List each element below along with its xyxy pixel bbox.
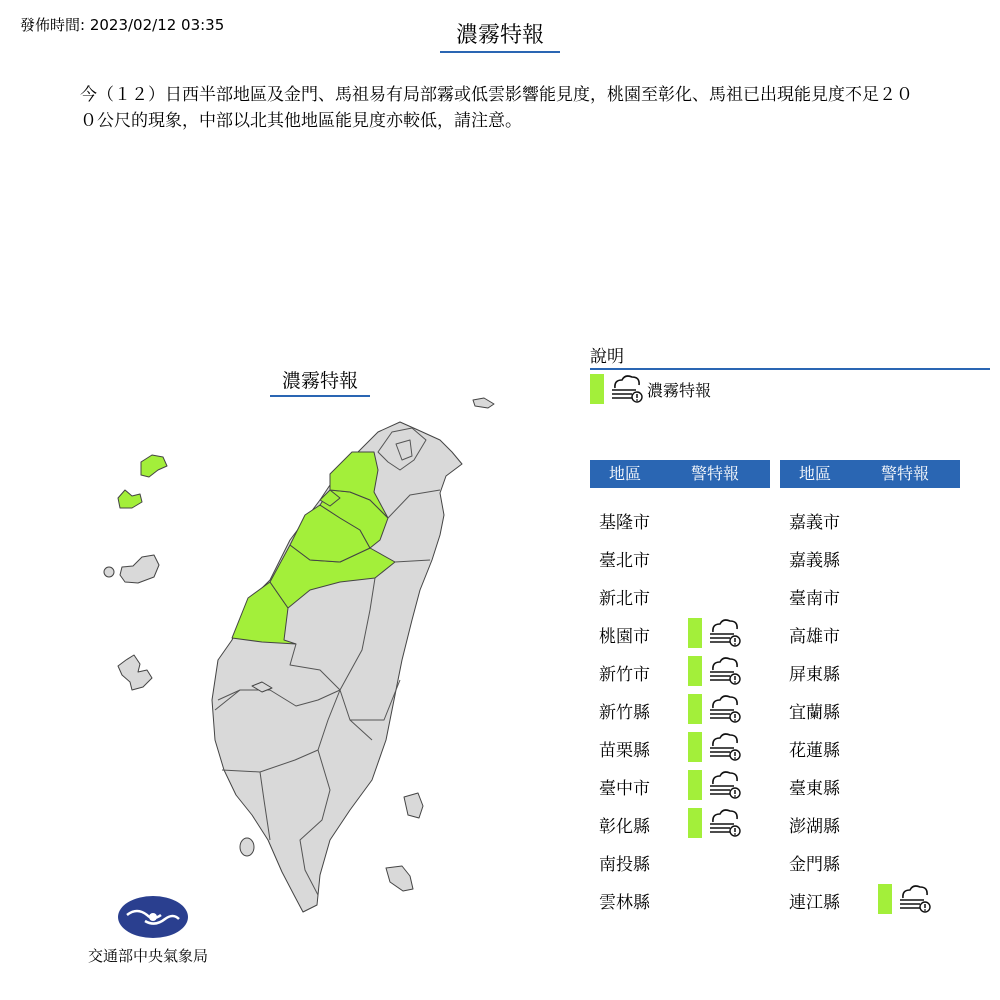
region-name: 苗栗縣 [599,741,650,761]
region-name: 南投縣 [599,855,650,875]
legend-swatch [590,374,604,404]
region-table-left [590,460,770,913]
fog-warning-indicator [688,694,742,724]
region-name: 臺北市 [599,551,650,571]
table-row [780,808,960,838]
table-row [590,504,770,534]
warning-swatch [688,694,702,724]
header-warning: 警特報 [690,464,739,483]
table-header [590,460,770,488]
table-row [780,618,960,648]
region-name: 高雄市 [789,627,840,647]
table-row [590,656,770,686]
table-header [780,460,960,488]
table-row [590,808,770,838]
table-row [590,846,770,876]
map-region-liuqiu [240,838,254,856]
warning-swatch [688,618,702,648]
region-name: 連江縣 [789,893,840,913]
region-name: 臺南市 [789,589,840,609]
agency-name: 交通部中央氣象局 [88,947,209,965]
map-region-lieyu [104,567,114,577]
region-name: 嘉義市 [789,513,840,533]
table-row [780,694,960,724]
header-region: 地區 [798,464,831,483]
warning-swatch [688,770,702,800]
page-title: 濃霧特報 [440,18,560,53]
region-name: 金門縣 [789,855,840,875]
legend-label: 濃霧特報 [647,380,712,400]
fog-warning-indicator [688,770,742,800]
fog-warning-indicator [688,808,742,838]
warning-swatch [688,656,702,686]
region-name: 桃園市 [599,627,650,647]
map-region-islet-north [473,398,494,408]
fog-icon [708,618,742,648]
fog-icon [708,770,742,800]
table-row [590,884,770,914]
map-region-penghu [118,655,152,690]
table-row [780,542,960,572]
fog-warning-indicator [688,732,742,762]
fog-icon [610,374,644,404]
region-name: 雲林縣 [599,893,650,913]
cwb-logo [117,895,189,939]
region-name: 基隆市 [599,513,650,533]
table-row [780,770,960,800]
warning-swatch [688,732,702,762]
map-region-kinmen [120,555,159,583]
fog-warning-indicator [688,656,742,686]
fog-icon [898,884,932,914]
region-name: 新竹縣 [599,703,650,723]
issued-time: 發佈時間: 2023/02/12 03:35 [20,16,225,34]
fog-icon [708,732,742,762]
map-title: 濃霧特報 [270,366,370,397]
fog-icon [708,656,742,686]
table-row [780,846,960,876]
header-warning: 警特報 [880,464,929,483]
legend-item-fog [590,374,711,404]
region-name: 嘉義縣 [789,551,840,571]
table-row [780,504,960,534]
region-name: 花蓮縣 [789,741,840,761]
region-name: 臺中市 [599,779,650,799]
region-name: 屏東縣 [789,665,840,685]
legend-heading: 說明 [590,342,990,370]
map-region-lienchiang-south [118,490,142,508]
map-region-orchid-island [386,866,413,891]
table-row [590,694,770,724]
region-name: 宜蘭縣 [789,703,840,723]
region-table-right [780,460,960,913]
fog-warning-indicator [878,884,932,914]
region-name: 臺東縣 [789,779,840,799]
map-region-lienchiang [141,455,167,477]
warning-swatch [688,808,702,838]
table-row [590,732,770,762]
table-row [780,656,960,686]
region-name: 新竹市 [599,665,650,685]
table-row [590,618,770,648]
map-region-green-island [404,793,423,818]
table-row [780,580,960,610]
table-row [590,580,770,610]
region-name: 澎湖縣 [789,817,840,837]
table-row [590,542,770,572]
table-row [780,884,960,914]
table-row [590,770,770,800]
region-name: 新北市 [599,589,650,609]
region-name: 彰化縣 [599,817,650,837]
fog-icon [708,808,742,838]
header-region: 地區 [608,464,641,483]
warning-description: 今（１２）日西半部地區及金門、馬祖易有局部霧或低雲影響能見度，桃園至彰化、馬祖已出現能見度不足２００公尺的現象，中部以北其他地區能見度亦較低，請注意。 [80,85,913,131]
fog-warning-indicator [688,618,742,648]
table-row [780,732,960,762]
fog-icon [708,694,742,724]
warning-swatch [878,884,892,914]
